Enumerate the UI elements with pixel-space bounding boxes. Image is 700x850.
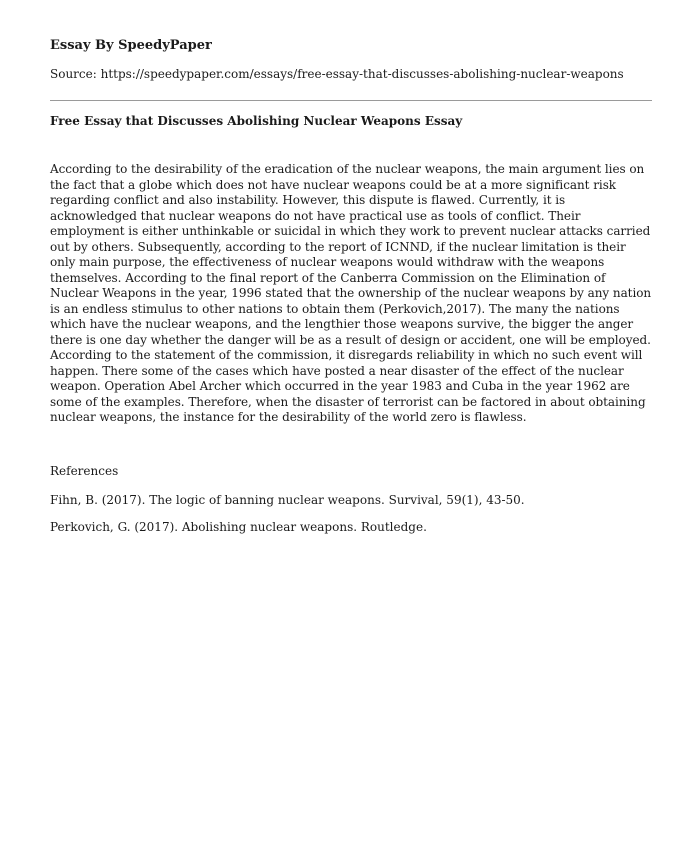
- references-heading: References: [50, 463, 119, 478]
- essay-title: Free Essay that Discusses Abolishing Nuclear Weapons Essay: [50, 114, 463, 128]
- document-page: [50, 38, 652, 535]
- reference-item: Fihn, B. (2017). The logic of banning nuclear weapons. Survival, 59(1), 43-50.: [50, 492, 525, 507]
- reference-item: Perkovich, G. (2017). Abolishing nuclear weapons. Routledge.: [50, 519, 427, 534]
- source-line: Source: https://speedypaper.com/essays/free-essay-that-discusses-abolishing-nuclear-weapons: [50, 67, 624, 81]
- brand-title: Essay By SpeedyPaper: [50, 38, 212, 53]
- header-divider: [50, 100, 652, 101]
- essay-body: According to the desirability of the eradication of the nuclear weapons, the main argument lies on the fact that a globe which does not have nuclear weapons could be at a more significant risk regarding conflict and also instability. However, this dispute is flawed. Currently, it is acknowledged that nuclear weapons do not have practical use as tools of conflict. Their employment is either unthinkable or suicidal in which they work to prevent nuclear attacks carried out by others. Subsequently, according to the report of ICNND, if the nuclear limitation is their only main purpose, the effectiveness of nuclear weapons would withdraw with the weapons themselves. According to the final report of the Canberra Commission on the Elimination of Nuclear Weapons in the year, 1996 stated that the ownership of the nuclear weapons by any nation is an endless stimulus to other nations to obtain them (Perkovich,2017). The many the nations which have the nuclear weapons, and the lengthier those weapons survive, the bigger the anger there is one day whether the danger will be as a result of design or accident, one will be employed. According to the statement of the commission, it disregards reliability in which no such event will happen. There some of the cases which have posted a near disaster of the effect of the nuclear weapon. Operation Abel Archer which occurred in the year 1983 and Cuba in the year 1962 are some of the examples. Therefore, when the disaster of terrorist can be factored in about obtaining nuclear weapons, the instance for the desirability of the world zero is flawless.: [50, 162, 652, 424]
